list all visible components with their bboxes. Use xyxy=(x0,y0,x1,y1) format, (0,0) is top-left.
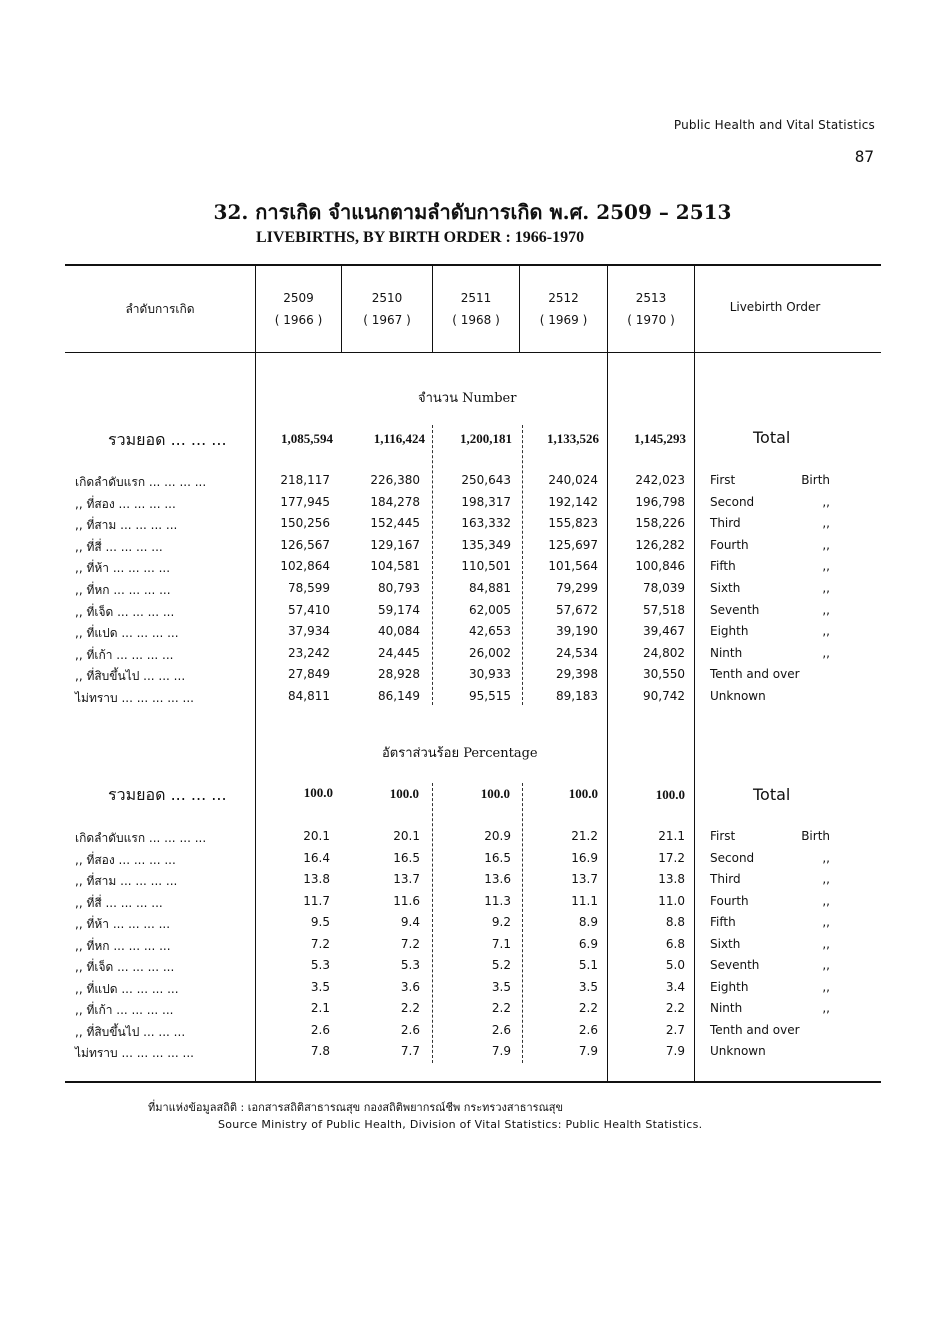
table-cell: 129,167 xyxy=(370,538,420,552)
row-label-english-suffix: ,, xyxy=(822,915,830,929)
stub-header-thai: ลำดับการเกิด xyxy=(125,302,195,316)
row-label-thai: ,, ที่สอง ... ... ... ... xyxy=(75,497,176,511)
row-label-english xyxy=(710,581,830,595)
table-cell: 7.2 xyxy=(310,937,330,951)
row-label-english-suffix: Birth xyxy=(801,829,830,843)
row-label-english-suffix: ,, xyxy=(822,980,830,994)
year-be: 2509 xyxy=(283,291,314,305)
table-cell: 13.8 xyxy=(658,872,685,886)
table-cell: 57,410 xyxy=(288,603,330,617)
table-cell: 3.6 xyxy=(400,980,420,994)
row-label-thai: ,, ที่ห้า ... ... ... ... xyxy=(75,561,171,575)
row-label-thai: ,, ที่สี่ ... ... ... ... xyxy=(75,540,163,554)
table-cell: 7.7 xyxy=(400,1044,420,1058)
table-cell: 126,282 xyxy=(635,538,685,552)
table-cell: 79,299 xyxy=(556,581,598,595)
table-cell: 27,849 xyxy=(288,667,330,681)
total-value: 100.0 xyxy=(389,786,419,801)
row-label-thai: ไม่ทราบ ... ... ... ... ... xyxy=(75,691,194,705)
table-cell: 7.9 xyxy=(491,1044,511,1058)
table-cell: 2.2 xyxy=(578,1001,598,1015)
row-label-english-text: First xyxy=(710,829,736,843)
row-label-english xyxy=(710,1001,830,1015)
row-label-english xyxy=(710,829,830,843)
table-cell: 11.7 xyxy=(303,894,330,908)
row-label-english-text: Tenth and over xyxy=(710,1023,800,1037)
year-header xyxy=(342,287,432,331)
row-label-english xyxy=(710,495,830,509)
table-cell: 59,174 xyxy=(378,603,420,617)
row-label-english-text: Eighth xyxy=(710,624,749,638)
year-ce: ( 1966 ) xyxy=(274,313,323,327)
table-cell: 5.0 xyxy=(665,958,685,972)
table-cell: 158,226 xyxy=(635,516,685,530)
table-cell: 5.3 xyxy=(400,958,420,972)
table-cell: 7.8 xyxy=(310,1044,330,1058)
table-cell: 7.9 xyxy=(578,1044,598,1058)
table-cell: 39,190 xyxy=(556,624,598,638)
table-cell: 104,581 xyxy=(370,559,420,573)
total-value: 100.0 xyxy=(303,785,333,800)
table-cell: 184,278 xyxy=(370,495,420,509)
row-label-thai: ,, ที่แปด ... ... ... ... xyxy=(75,626,179,640)
table-cell: 2.2 xyxy=(491,1001,511,1015)
table-cell: 84,811 xyxy=(288,689,330,703)
row-label-english-text: Second xyxy=(710,495,755,509)
table-cell: 100,846 xyxy=(635,559,685,573)
table-cell: 2.6 xyxy=(491,1023,511,1037)
table-cell: 152,445 xyxy=(370,516,420,530)
table-cell: 80,793 xyxy=(378,581,420,595)
bottom-rule xyxy=(65,1081,881,1083)
table-cell: 6.8 xyxy=(665,937,685,951)
table-cell: 2.2 xyxy=(665,1001,685,1015)
table-cell: 24,802 xyxy=(643,646,685,660)
table-cell: 250,643 xyxy=(461,473,511,487)
table-cell: 240,024 xyxy=(548,473,598,487)
row-label-english-text: Eighth xyxy=(710,980,749,994)
column-divider xyxy=(607,266,608,1081)
page-number: 87 xyxy=(854,147,874,166)
row-label-english-suffix: ,, xyxy=(822,894,830,908)
year-header xyxy=(520,287,607,331)
row-label-english xyxy=(710,689,830,703)
row-label-english-suffix: ,, xyxy=(822,851,830,865)
table-cell: 16.5 xyxy=(484,851,511,865)
row-label-english-suffix: ,, xyxy=(822,1001,830,1015)
table-title-english: LIVEBIRTHS, BY BIRTH ORDER : 1966-1970 xyxy=(256,229,585,246)
table-cell: 57,672 xyxy=(556,603,598,617)
table-cell: 110,501 xyxy=(461,559,511,573)
column-divider xyxy=(522,783,523,1063)
column-divider xyxy=(522,425,523,705)
year-header xyxy=(608,287,694,331)
table-cell: 150,256 xyxy=(280,516,330,530)
table-cell: 196,798 xyxy=(635,495,685,509)
row-label-thai: ,, ที่เจ็ด ... ... ... ... xyxy=(75,605,175,619)
table-cell: 2.1 xyxy=(310,1001,330,1015)
row-label-thai: ,, ที่แปด ... ... ... ... xyxy=(75,982,179,996)
total-value: 1,145,293 xyxy=(634,431,686,446)
row-label-english-text: First xyxy=(710,473,736,487)
stub-header-english: Livebirth Order xyxy=(729,300,821,314)
row-label-thai: ,, ที่เก้า ... ... ... ... xyxy=(75,648,174,662)
table-cell: 198,317 xyxy=(461,495,511,509)
table-cell: 163,332 xyxy=(461,516,511,530)
table-cell: 101,564 xyxy=(548,559,598,573)
row-label-english-suffix: ,, xyxy=(822,958,830,972)
table-cell: 2.6 xyxy=(310,1023,330,1037)
row-label-english xyxy=(710,851,830,865)
table-cell: 3.5 xyxy=(310,980,330,994)
table-cell: 3.5 xyxy=(491,980,511,994)
row-label-english xyxy=(710,667,830,681)
total-value: 100.0 xyxy=(655,787,685,802)
table-cell: 125,697 xyxy=(548,538,598,552)
section-title-number: จำนวน Number xyxy=(418,391,517,406)
table-cell: 242,023 xyxy=(635,473,685,487)
table-cell: 192,142 xyxy=(548,495,598,509)
table-cell: 28,928 xyxy=(378,667,420,681)
table-cell: 17.2 xyxy=(658,851,685,865)
row-label-thai: ,, ที่เจ็ด ... ... ... ... xyxy=(75,960,175,974)
table-cell: 8.8 xyxy=(665,915,685,929)
row-label-thai: ,, ที่หก ... ... ... ... xyxy=(75,583,171,597)
column-divider xyxy=(255,266,256,1081)
table-cell: 8.9 xyxy=(578,915,598,929)
table-cell: 5.1 xyxy=(578,958,598,972)
total-value: 100.0 xyxy=(480,786,510,801)
table-cell: 3.5 xyxy=(578,980,598,994)
row-label-thai: เกิดลำดับแรก ... ... ... ... xyxy=(75,831,207,845)
table-cell: 226,380 xyxy=(370,473,420,487)
row-label-english xyxy=(710,1044,830,1058)
table-cell: 11.0 xyxy=(658,894,685,908)
row-label-thai: ,, ที่สิบขึ้นไป ... ... ... xyxy=(75,1025,186,1039)
table-cell: 7.9 xyxy=(665,1044,685,1058)
row-label-thai: ,, ที่สาม ... ... ... ... xyxy=(75,518,178,532)
row-label-english-text: Tenth and over xyxy=(710,667,800,681)
row-label-english-text: Fifth xyxy=(710,559,736,573)
table-cell: 90,742 xyxy=(643,689,685,703)
total-value: 1,133,526 xyxy=(547,431,599,446)
row-label-english-suffix: ,, xyxy=(822,581,830,595)
total-value: 1,085,594 xyxy=(281,431,333,446)
row-label-english-suffix: ,, xyxy=(822,624,830,638)
row-label-english xyxy=(710,624,830,638)
header-rule xyxy=(65,352,881,353)
year-be: 2510 xyxy=(371,291,403,305)
table-cell: 6.9 xyxy=(578,937,598,951)
row-label-english-text: Seventh xyxy=(710,958,760,972)
section-title-percentage: อัตราส่วนร้อย Percentage xyxy=(382,746,538,761)
table-cell: 78,599 xyxy=(288,581,330,595)
row-label-english xyxy=(710,473,830,487)
row-label-english-suffix: ,, xyxy=(822,646,830,660)
row-label-thai: เกิดลำดับแรก ... ... ... ... xyxy=(75,475,207,489)
table-cell: 126,567 xyxy=(280,538,330,552)
row-label-english-text: Ninth xyxy=(710,646,743,660)
running-head: Public Health and Vital Statistics xyxy=(673,118,875,132)
row-label-english-text: Second xyxy=(710,851,755,865)
row-label-english xyxy=(710,937,830,951)
table-cell: 13.7 xyxy=(393,872,420,886)
row-label-english-suffix: ,, xyxy=(822,872,830,886)
table-cell: 102,864 xyxy=(280,559,330,573)
row-label-english-suffix: ,, xyxy=(822,516,830,530)
row-label-english xyxy=(710,915,830,929)
table-cell: 37,934 xyxy=(288,624,330,638)
row-label-english xyxy=(710,538,830,552)
table-cell: 95,515 xyxy=(469,689,511,703)
table-cell: 2.6 xyxy=(400,1023,420,1037)
row-label-thai: ,, ที่เก้า ... ... ... ... xyxy=(75,1003,174,1017)
row-label-thai: ,, ที่หก ... ... ... ... xyxy=(75,939,171,953)
table-cell: 23,242 xyxy=(288,646,330,660)
row-label-english-text: Sixth xyxy=(710,937,741,951)
year-ce: ( 1968 ) xyxy=(452,313,500,327)
table-cell: 16.9 xyxy=(571,851,598,865)
total-label-thai: รวมยอด ... ... ... xyxy=(108,785,227,804)
table-cell: 89,183 xyxy=(556,689,598,703)
column-divider xyxy=(694,266,695,1081)
row-label-english xyxy=(710,646,830,660)
table-cell: 62,005 xyxy=(469,603,511,617)
row-label-english-text: Third xyxy=(710,872,741,886)
total-value: 1,116,424 xyxy=(373,431,425,446)
table-cell: 29,398 xyxy=(556,667,598,681)
year-header xyxy=(256,287,341,331)
total-value: 100.0 xyxy=(568,786,598,801)
row-label-english xyxy=(710,958,830,972)
table-cell: 39,467 xyxy=(643,624,685,638)
table-cell: 30,550 xyxy=(643,667,685,681)
year-be: 2511 xyxy=(460,291,492,305)
year-ce: ( 1970 ) xyxy=(627,313,675,327)
table-cell: 24,445 xyxy=(378,646,420,660)
column-divider xyxy=(432,425,433,705)
year-be: 2513 xyxy=(635,291,667,305)
source-note-english: Source Ministry of Public Health, Division of Vital Statistics: Public Health Statistics. xyxy=(218,1118,703,1131)
year-ce: ( 1967 ) xyxy=(363,313,411,327)
row-label-thai: ,, ที่สี่ ... ... ... ... xyxy=(75,896,163,910)
top-rule xyxy=(65,264,881,266)
table-cell: 7.2 xyxy=(400,937,420,951)
total-label-thai: รวมยอด ... ... ... xyxy=(108,430,227,449)
table-cell: 20.1 xyxy=(393,829,420,843)
total-label-english: Total xyxy=(753,428,791,447)
row-label-thai: ,, ที่สอง ... ... ... ... xyxy=(75,853,176,867)
table-cell: 86,149 xyxy=(378,689,420,703)
row-label-thai: ,, ที่ห้า ... ... ... ... xyxy=(75,917,171,931)
row-label-english xyxy=(710,516,830,530)
row-label-english-suffix: Birth xyxy=(801,473,830,487)
table-cell: 13.7 xyxy=(571,872,598,886)
row-label-english-suffix: ,, xyxy=(822,937,830,951)
table-cell: 218,117 xyxy=(280,473,330,487)
year-ce: ( 1969 ) xyxy=(539,313,588,327)
row-label-english-text: Seventh xyxy=(710,603,760,617)
year-header xyxy=(433,287,519,331)
table-cell: 9.4 xyxy=(400,915,420,929)
table-cell: 24,534 xyxy=(556,646,598,660)
table-cell: 57,518 xyxy=(643,603,685,617)
row-label-english-suffix: ,, xyxy=(822,538,830,552)
row-label-english-text: Fourth xyxy=(710,894,749,908)
table-cell: 5.2 xyxy=(491,958,511,972)
table-cell: 21.1 xyxy=(658,829,685,843)
table-cell: 9.5 xyxy=(310,915,330,929)
table-cell: 11.3 xyxy=(484,894,511,908)
table-cell: 3.4 xyxy=(665,980,685,994)
total-label-english: Total xyxy=(753,785,791,804)
row-label-thai: ,, ที่สิบขึ้นไป ... ... ... xyxy=(75,669,186,683)
row-label-english xyxy=(710,603,830,617)
table-cell: 30,933 xyxy=(469,667,511,681)
table-cell: 177,945 xyxy=(280,495,330,509)
table-cell: 7.1 xyxy=(491,937,511,951)
row-label-english-text: Sixth xyxy=(710,581,741,595)
row-label-english xyxy=(710,894,830,908)
row-label-english-text: Third xyxy=(710,516,741,530)
table-cell: 11.6 xyxy=(393,894,420,908)
column-divider xyxy=(432,783,433,1063)
table-cell: 20.9 xyxy=(484,829,511,843)
row-label-english xyxy=(710,980,830,994)
table-cell: 84,881 xyxy=(469,581,511,595)
row-label-english xyxy=(710,559,830,573)
table-cell: 20.1 xyxy=(303,829,330,843)
table-cell: 42,653 xyxy=(469,624,511,638)
source-note-thai: ที่มาแห่งข้อมูลสถิติ : เอกสารสถิติสาธารณสุข กองสถิติพยากรณ์ชีพ กระทรวงสาธารณสุข xyxy=(148,1101,564,1114)
row-label-english-text: Ninth xyxy=(710,1001,743,1015)
table-cell: 2.6 xyxy=(578,1023,598,1037)
table-cell: 16.5 xyxy=(393,851,420,865)
row-label-thai: ไม่ทราบ ... ... ... ... ... xyxy=(75,1046,194,1060)
row-label-english-suffix: ,, xyxy=(822,559,830,573)
row-label-english xyxy=(710,872,830,886)
table-cell: 155,823 xyxy=(548,516,598,530)
total-value: 1,200,181 xyxy=(460,431,512,446)
table-cell: 2.7 xyxy=(665,1023,685,1037)
table-cell: 9.2 xyxy=(491,915,511,929)
year-be: 2512 xyxy=(548,291,579,305)
row-label-english xyxy=(710,1023,830,1037)
table-cell: 16.4 xyxy=(303,851,330,865)
table-cell: 26,002 xyxy=(469,646,511,660)
table-cell: 13.8 xyxy=(303,872,330,886)
table-cell: 40,084 xyxy=(378,624,420,638)
row-label-english-text: Unknown xyxy=(710,689,766,703)
table-cell: 11.1 xyxy=(571,894,598,908)
table-cell: 13.6 xyxy=(484,872,511,886)
row-label-english-text: Fourth xyxy=(710,538,749,552)
row-label-english-text: Fifth xyxy=(710,915,736,929)
table-cell: 21.2 xyxy=(571,829,598,843)
table-cell: 135,349 xyxy=(461,538,511,552)
table-cell: 5.3 xyxy=(310,958,330,972)
table-title-thai: 32. การเกิด จำแนกตามลำดับการเกิด พ.ศ. 2509 – 2513 xyxy=(213,200,732,224)
table-cell: 2.2 xyxy=(400,1001,420,1015)
row-label-english-suffix: ,, xyxy=(822,603,830,617)
row-label-english-suffix: ,, xyxy=(822,495,830,509)
table-cell: 78,039 xyxy=(643,581,685,595)
row-label-english-text: Unknown xyxy=(710,1044,766,1058)
row-label-thai: ,, ที่สาม ... ... ... ... xyxy=(75,874,178,888)
